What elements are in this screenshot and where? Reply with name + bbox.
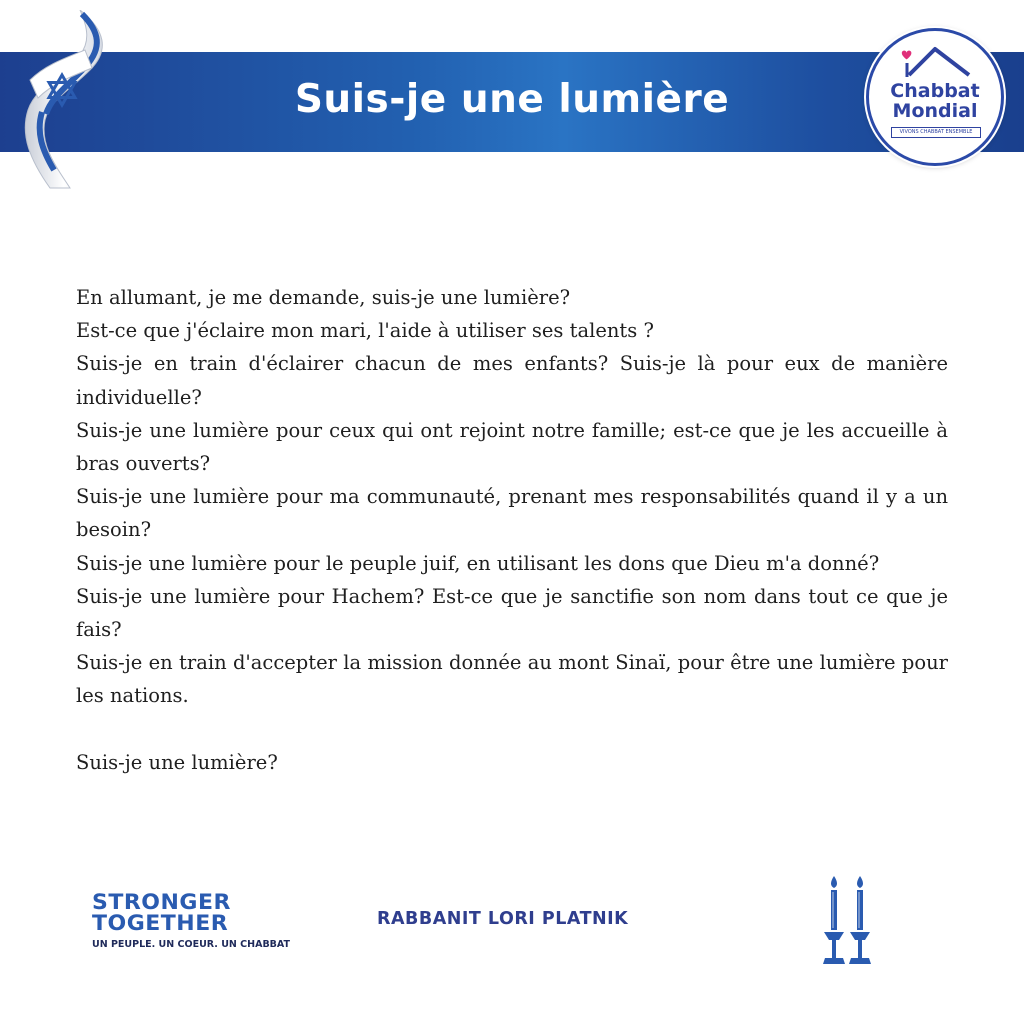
stronger-line1: STRONGER: [92, 891, 231, 915]
poem-line: Suis-je une lumière pour le peuple juif, en utilisant les dons que Dieu m'a donné?: [76, 551, 880, 575]
stanza-break: [76, 713, 948, 746]
poem-line: En allumant, je me demande, suis-je une lumière?: [76, 286, 571, 309]
stronger-together-logo: [90, 891, 291, 955]
poem-line: Suis-je en train d'accepter la mission donnée au mont Sinaï, pour être une lumière pour les nations.: [76, 651, 948, 708]
poem-line: Suis-je une lumière pour ma communauté, prenant mes responsabilités quand il y a un besoin?: [76, 485, 948, 542]
stronger-tagline: UN PEUPLE. UN COEUR. UN CHABBAT: [92, 939, 291, 950]
poem-body: [76, 281, 948, 779]
stronger-line2: TOGETHER: [92, 912, 229, 936]
shabbat-candles-icon: [818, 876, 878, 968]
poem-line: Suis-je une lumière pour ceux qui ont rejoint notre famille; est-ce que je les accueille à bras ouverts?: [76, 418, 948, 476]
poem-line: Suis-je une lumière pour Hachem? Est-ce que je sanctifie son nom dans tout ce que je fais?: [76, 584, 948, 642]
poem-line: Est-ce que j'éclaire mon mari, l'aide à utiliser ses talents ?: [76, 319, 654, 343]
page-title: Suis-je une lumière: [294, 77, 730, 122]
logo-name-line1: Chabbat: [890, 80, 980, 102]
israel-flag-ribbon-icon: [10, 10, 120, 190]
logo-name-line2: Mondial: [892, 100, 978, 122]
poem-line: Suis-je en train d'éclairer chacun de mes enfants? Suis-je là pour eux de manière individuelle?: [76, 352, 948, 409]
author-name: RABBANIT LORI PLATNIK: [377, 909, 629, 929]
chabbat-mondial-logo: [866, 28, 1004, 166]
logo-tagline: VIVONS CHABBAT ENSEMBLE: [891, 127, 981, 138]
poem-closing-line: Suis-je une lumière?: [76, 750, 278, 774]
